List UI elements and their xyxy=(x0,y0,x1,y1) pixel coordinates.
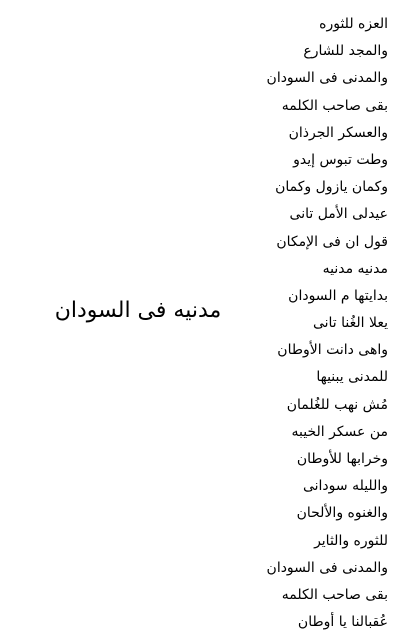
poem-line: للمدنى يبنيها xyxy=(316,369,388,386)
poem-line: للثوره والثاير xyxy=(314,532,388,549)
poem-line: بدايتها م السودان xyxy=(288,287,388,304)
poem-line: بقى صاحب الكلمه xyxy=(281,586,388,603)
poem-line: والمجد للشارع xyxy=(303,43,388,60)
poem-line: وطت تبوس إيدو xyxy=(293,151,388,168)
poem-line: قول ان فى الإمكان xyxy=(276,233,388,250)
poem-line: مُش نهب للغُلمان xyxy=(286,396,388,413)
poem-line: والمدنى فى السودان xyxy=(266,559,388,576)
poem-line: عُقبالنا يا أوطان xyxy=(297,614,388,631)
poem-line: والعسكر الجرذان xyxy=(288,124,388,141)
poem-line: وخرابها للأوطان xyxy=(296,451,388,467)
poem-line: والليله سودانى xyxy=(302,478,388,495)
poem-lines xyxy=(250,11,388,636)
poem-line: يعلا الغُنا تانى xyxy=(312,315,388,332)
poem-line: واهى دانت الأوطان xyxy=(277,342,388,359)
poem-line: عيدلى الأمل تانى xyxy=(289,206,388,223)
poem-line: العزه للثوره xyxy=(319,16,388,32)
poem-title: مدنيه فى السودان xyxy=(54,298,222,323)
poem-line: وكمان يازول وكمان xyxy=(275,179,388,196)
poem-line: مدنيه مدنيه xyxy=(322,260,388,277)
poem-line: والمدنى فى السودان xyxy=(266,70,388,87)
poem-line: بقى صاحب الكلمه xyxy=(281,97,388,114)
poem-line: والغنوه والألحان xyxy=(296,505,388,522)
poem-line: من عسكر الخيبه xyxy=(291,423,388,440)
